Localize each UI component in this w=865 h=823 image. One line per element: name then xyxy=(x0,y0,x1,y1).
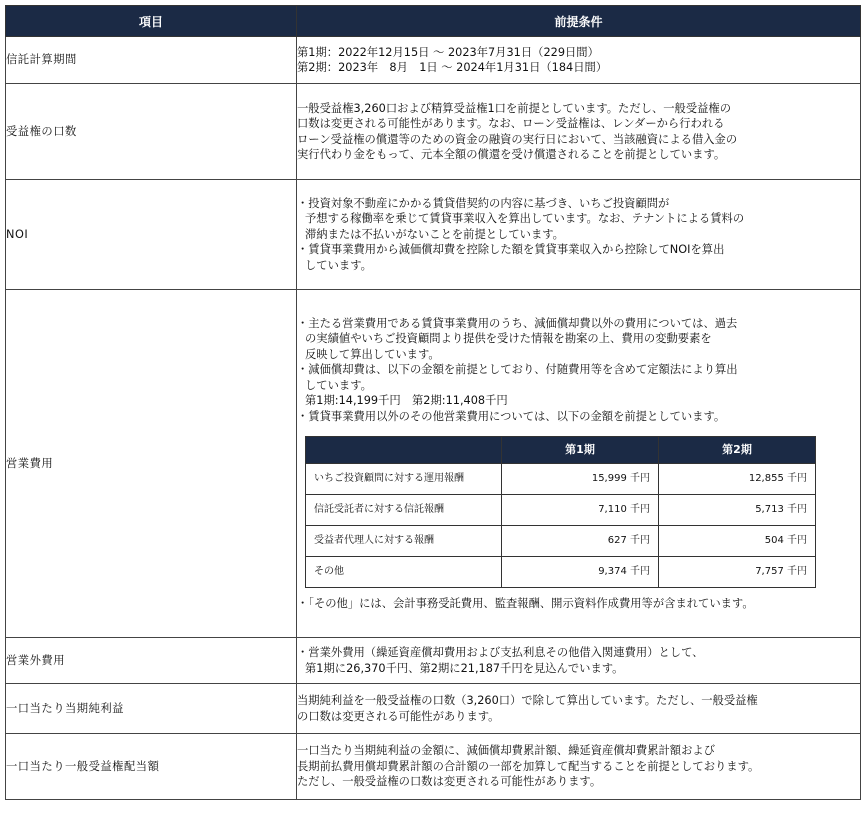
fee-row xyxy=(306,526,816,557)
text-line: 滞納または不払いがないことを前提としています。 xyxy=(305,227,564,241)
fee-value: 7,110 千円 xyxy=(502,495,659,526)
fee-value: 12,855 千円 xyxy=(659,464,816,495)
text-line: 第1期:14,199千円 第2期:11,408千円 xyxy=(305,394,508,407)
text-line: 実行代わり金をもって、元本全額の償還を受け償還されることを前提としています。 xyxy=(297,148,726,161)
text-line: 一般受益権3,260口および精算受益権1口を前提としています。ただし、一般受益権の xyxy=(297,101,732,115)
fee-value: 15,999 千円 xyxy=(502,464,659,495)
row-content xyxy=(297,290,861,638)
fee-header-period1: 第1期 xyxy=(502,437,659,464)
text-line: 反映して算出しています。 xyxy=(305,347,440,361)
text-line: ローン受益権の償還等のための資金の融資の実行日において、当該融資による借入金の xyxy=(297,132,738,146)
row-label: 一口当たり一般受益権配当額 xyxy=(6,734,297,800)
fee-value: 7,757 千円 xyxy=(659,557,816,588)
row-content xyxy=(297,84,861,180)
row-content xyxy=(297,638,861,684)
fee-row xyxy=(306,557,816,588)
text-line: ただし、一般受益権の口数は変更される可能性があります。 xyxy=(297,775,602,789)
text-line: ・賃貸事業費用から減価償却費を控除した額を賃貸事業収入から控除してNOIを算出 xyxy=(297,243,725,257)
fee-label: 受益者代理人に対する報酬 xyxy=(306,526,502,557)
row-eps xyxy=(6,684,861,734)
fee-value: 504 千円 xyxy=(659,526,816,557)
text-line: ・営業外費用（繰延資産償却費用および支払利息その他借入関連費用）として、 xyxy=(297,646,704,659)
text-line: しています。 xyxy=(305,258,372,272)
text-line: 第1期：2022年12月15日 ～ 2023年7月31日（229日間） xyxy=(297,45,599,59)
header-row xyxy=(6,6,861,37)
fee-value: 5,713 千円 xyxy=(659,495,816,526)
text-line: 口数は変更される可能性があります。なお、ローン受益権は、レンダーから行われる xyxy=(297,117,725,130)
text-line: ・賃貸事業費用以外のその他営業費用については、以下の金額を前提としています。 xyxy=(297,409,726,423)
row-content xyxy=(297,734,861,800)
fee-label: その他 xyxy=(306,557,502,588)
header-item: 項目 xyxy=(6,6,297,37)
fee-header-row xyxy=(306,437,816,464)
row-units xyxy=(6,84,861,180)
text-line: 第1期に26,370千円、第2期に21,187千円を見込んでいます。 xyxy=(305,661,624,675)
row-label: 受益権の口数 xyxy=(6,84,297,180)
row-opex xyxy=(6,290,861,638)
fee-value: 9,374 千円 xyxy=(502,557,659,588)
row-period xyxy=(6,37,861,84)
row-content xyxy=(297,180,861,290)
text-line: ・主たる営業費用である賃貸事業費用のうち、減価償却費以外の費用については、過去 xyxy=(297,316,738,330)
text-line: 第2期：2023年 8月 1日 ～ 2024年1月31日（184日間） xyxy=(297,61,608,74)
header-condition: 前提条件 xyxy=(297,6,861,37)
row-label: 一口当たり当期純利益 xyxy=(6,684,297,734)
row-label: NOI xyxy=(6,180,297,290)
fee-label: いちご投資顧問に対する運用報酬 xyxy=(306,464,502,495)
row-label: 信託計算期間 xyxy=(6,37,297,84)
text-line: 一口当たり当期純利益の金額に、減価償却費累計額、繰延資産償却費累計額および xyxy=(297,744,715,758)
text-line: ・減価償却費は、以下の金額を前提としており、付随費用等を含めて定額法により算出 xyxy=(297,363,738,376)
text-line: 長期前払費用償却費累計額の合計額の一部を加算して配当することを前提としております。 xyxy=(297,759,760,773)
fee-note: ・「その他」には、会計事務受託費用、監査報酬、開示資料作成費用等が含まれています。 xyxy=(297,597,754,610)
text-line: 予想する稼働率を乗じて賃貸事業収入を算出しています。なお、テナントによる賃料の xyxy=(305,212,745,226)
row-nonop xyxy=(6,638,861,684)
row-noi xyxy=(6,180,861,290)
fee-header-period2: 第2期 xyxy=(659,437,816,464)
row-label: 営業外費用 xyxy=(6,638,297,684)
fee-row xyxy=(306,464,816,495)
fee-value: 627 千円 xyxy=(502,526,659,557)
row-content xyxy=(297,684,861,734)
row-label: 営業費用 xyxy=(6,290,297,638)
row-content xyxy=(297,37,861,84)
fee-header-blank xyxy=(306,437,502,464)
text-line: ・投資対象不動産にかかる賃貸借契約の内容に基づき、いちご投資顧問が xyxy=(297,196,670,210)
text-line: の実績値やいちご投資顧問より提供を受けた情報を勘案の上、費用の変動要素を xyxy=(305,332,712,345)
row-dps xyxy=(6,734,861,800)
fee-row xyxy=(306,495,816,526)
text-line: の口数は変更される可能性があります。 xyxy=(297,709,500,723)
fee-label: 信託受託者に対する信託報酬 xyxy=(306,495,502,526)
assumptions-table xyxy=(5,5,861,800)
text-line: しています。 xyxy=(305,378,372,392)
fee-table xyxy=(305,436,816,588)
text-line: 当期純利益を一般受益権の口数（3,260口）で除して算出しています。ただし、一般受益権 xyxy=(297,694,758,707)
